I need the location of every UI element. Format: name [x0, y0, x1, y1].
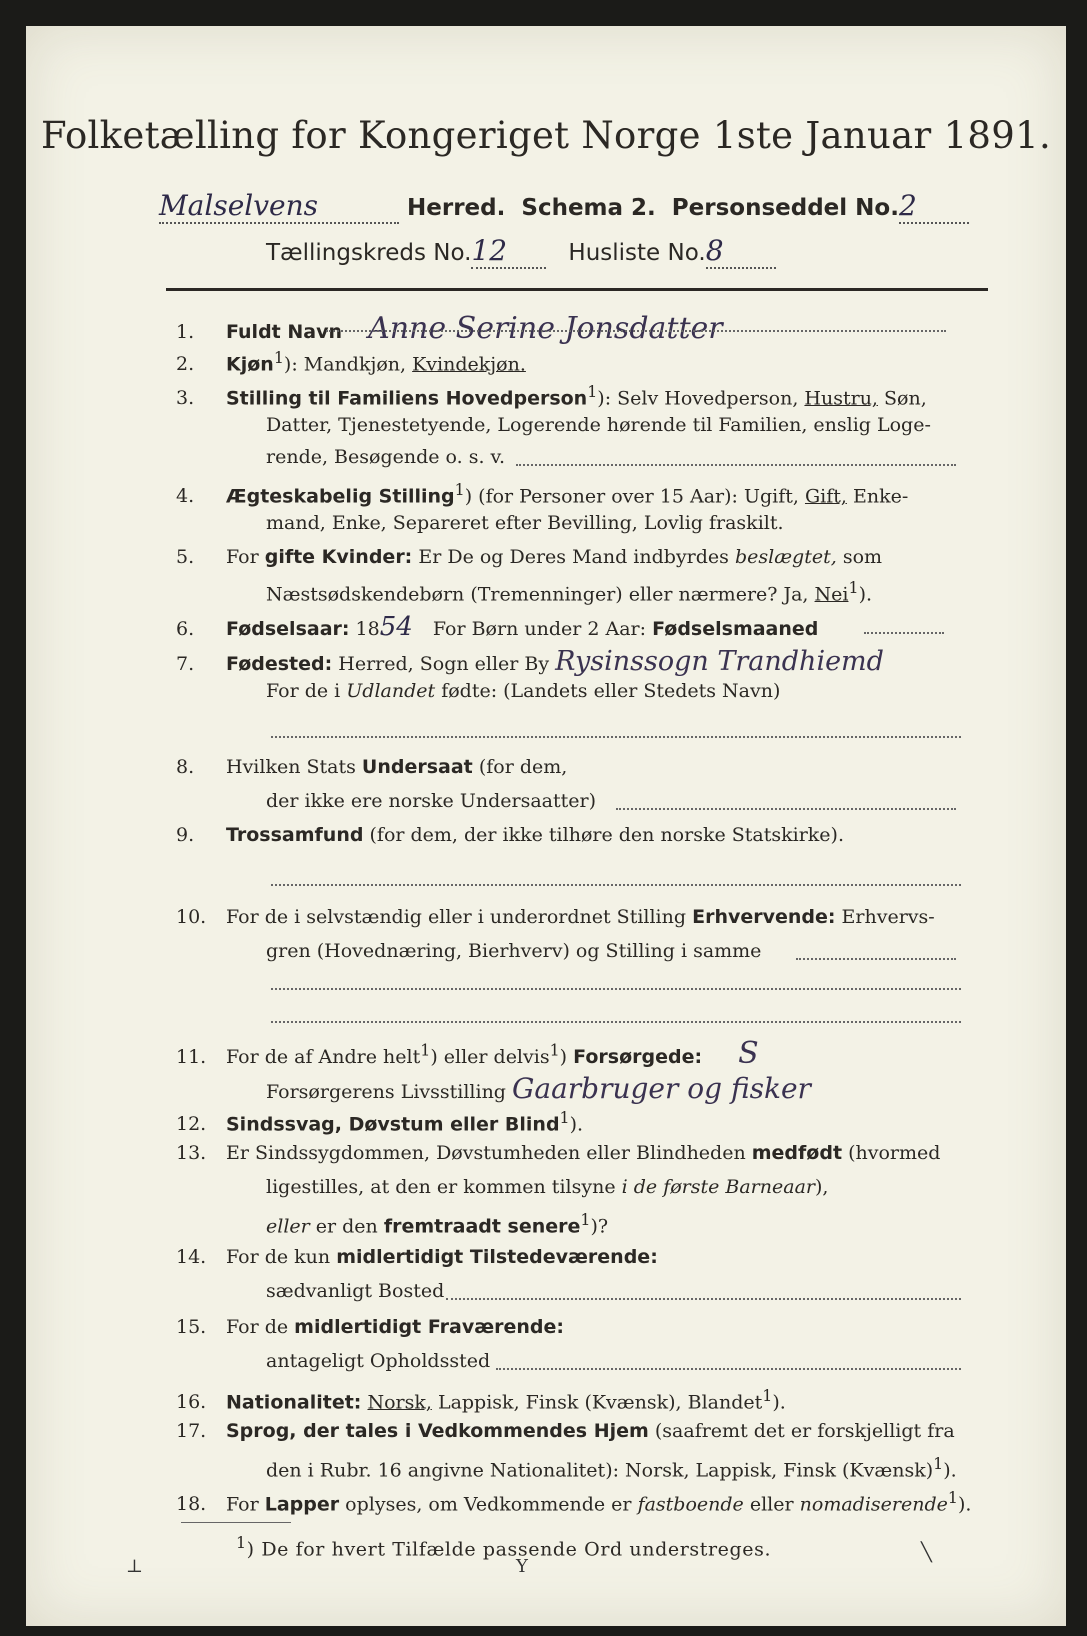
item-number: 14.	[176, 1246, 207, 1268]
underlined-option: Nei	[814, 583, 849, 606]
item-10-dots-b	[271, 988, 961, 990]
item-14	[176, 1246, 658, 1268]
footnote-ref: 1	[559, 1108, 570, 1127]
husliste-label: Husliste No.	[568, 240, 706, 266]
item-text: nomadiserende	[799, 1493, 948, 1516]
item-8	[176, 756, 567, 778]
item-text: )	[559, 1046, 568, 1068]
form-title: Folketælling for Kongeriget Norge 1ste Januar 1891.	[41, 114, 1051, 157]
item-15-dots	[496, 1368, 961, 1370]
item-label: midlertidigt Tilstedeværende:	[336, 1246, 658, 1268]
personseddel-field	[899, 189, 969, 224]
item-number: 11.	[176, 1046, 207, 1068]
item-11-line-2	[266, 1072, 811, 1105]
underlined-option: Gift,	[804, 485, 847, 508]
item-text: ) (for Personer over 15 Aar): Ugift,	[464, 485, 799, 508]
schema-label: Schema 2.	[521, 195, 656, 221]
item-number: 6.	[176, 618, 195, 640]
footnote-ref: 1	[848, 578, 859, 597]
item-text: For	[226, 1493, 259, 1516]
footnote-ref: 1	[549, 1040, 560, 1060]
item-label: Erhvervende:	[692, 906, 836, 928]
name-handwriting: Anne Serine Jonsdatter	[368, 311, 723, 346]
item-text: ligestilles, at den er kommen tilsyne	[266, 1176, 616, 1198]
herred-row	[159, 189, 969, 224]
item-label: Kjøn	[226, 353, 274, 376]
item-number: 2.	[176, 353, 195, 376]
item-number: 8.	[176, 756, 195, 778]
footnote-ref: 1	[420, 1040, 431, 1060]
personseddel-handwriting: 2	[898, 189, 917, 222]
footnote-ref: 1	[587, 382, 598, 401]
item-text: Er De og Deres Mand indbyrdes	[418, 546, 729, 568]
item-label: Nationalitet:	[226, 1391, 362, 1414]
footnote-text: ) De for hvert Tilfælde passende Ord understreges.	[246, 1538, 772, 1561]
item-text: beslægtet,	[734, 546, 837, 568]
item-number: 5.	[176, 546, 195, 568]
item-text: Enke-	[852, 485, 909, 508]
herred-label: Herred.	[407, 195, 506, 221]
item-text: Herred, Sogn eller By	[338, 653, 550, 675]
item-number: 17.	[176, 1420, 207, 1442]
item-3-line-3: rende, Besøgende o. s. v.	[266, 446, 506, 468]
item-7	[176, 646, 884, 677]
item-5-line-2	[266, 578, 872, 605]
kreds-handwriting: 12	[471, 234, 508, 267]
footnote-ref: 1	[933, 1454, 944, 1473]
item-text: Næstsødskendebørn (Tremenninger) eller nærmere? Ja,	[266, 583, 809, 606]
husliste-field	[706, 234, 776, 269]
item-number: 4.	[176, 485, 195, 508]
item-number: 12.	[176, 1113, 207, 1136]
footnote	[236, 1533, 771, 1560]
item-3-line-2: Datter, Tjenestetyende, Logerende hørende til Familien, enslig Loge-	[266, 414, 931, 436]
husliste-handwriting: 8	[705, 234, 724, 267]
birthplace-handwriting: Rysinssogn Trandhiemd	[555, 646, 884, 677]
item-text: Forsørgerens Livsstilling	[266, 1081, 506, 1103]
item-text: Udlandet	[346, 680, 436, 702]
kreds-row	[266, 234, 776, 269]
census-form	[26, 26, 1066, 1626]
item-16	[176, 1386, 786, 1413]
item-text: ).	[943, 1459, 957, 1482]
item-12	[176, 1108, 583, 1135]
footnote-ref: 1	[762, 1386, 773, 1405]
item-14-line-2: sædvanligt Bosted	[266, 1280, 445, 1302]
item-text: ).	[858, 583, 873, 606]
item-text: Er Sindssygdommen, Døvstumheden eller Blindheden	[226, 1142, 746, 1164]
item-text: 18	[355, 618, 380, 640]
item-2	[176, 348, 526, 375]
item-label: Trossamfund	[226, 824, 364, 846]
item-text: )?	[590, 1215, 609, 1238]
item-label: Ægteskabelig Stilling	[226, 485, 455, 508]
item-9	[176, 824, 844, 846]
provider-mark-handwriting: S	[738, 1036, 759, 1071]
item-label: Fuldt Navn	[226, 321, 343, 343]
kreds-field	[471, 234, 546, 269]
item-3-dots	[516, 464, 956, 466]
item-6-dots	[864, 632, 944, 634]
item-text: Erhvervs-	[841, 906, 935, 928]
item-text: For Børn under 2 Aar:	[432, 618, 647, 640]
item-text: ).	[957, 1493, 972, 1516]
item-18	[176, 1488, 971, 1515]
item-text: Lappisk, Finsk (Kvænsk), Blandet	[437, 1391, 763, 1414]
item-label: Lapper	[264, 1493, 340, 1516]
item-number: 13.	[176, 1142, 207, 1164]
provider-occupation-handwriting: Gaarbruger og fisker	[512, 1072, 811, 1105]
item-text: Hvilken Stats	[226, 756, 356, 778]
item-label: gifte Kvinder:	[264, 546, 413, 568]
center-mark: Y	[516, 1556, 528, 1577]
item-label: Fødselsaar:	[226, 618, 350, 640]
item-text: ),	[815, 1176, 829, 1198]
item-13	[176, 1142, 940, 1164]
footnote-rule	[181, 1522, 291, 1523]
item-4-line-2: mand, Enke, Separeret efter Bevilling, Lovlig fraskilt.	[266, 512, 784, 534]
footnote-ref: 1	[454, 480, 465, 499]
item-text: ) eller delvis	[430, 1046, 550, 1068]
item-label: Fødested:	[226, 653, 333, 675]
item-4	[176, 480, 908, 507]
item-5	[176, 546, 882, 568]
item-text: (for dem, der ikke tilhøre den norske Statskirke).	[369, 824, 844, 846]
item-10-line-2: gren (Hovednæring, Bierhverv) og Stilling i samme	[266, 940, 762, 962]
item-text: den i Rubr. 16 angivne Nationalitet): Norsk, Lappisk, Finsk (Kvænsk)	[266, 1459, 934, 1482]
item-11	[176, 1036, 759, 1071]
footnote-ref: 1	[947, 1488, 958, 1507]
item-13-line-3	[266, 1210, 608, 1237]
underlined-option: Norsk,	[367, 1391, 432, 1414]
footnote-marker: 1	[236, 1533, 247, 1552]
item-text: ): Selv Hovedperson,	[597, 387, 799, 410]
item-text: Søn,	[884, 387, 927, 410]
corner-mark-right: ╲	[921, 1542, 932, 1563]
kreds-label: Tællingskreds No.	[266, 240, 472, 266]
item-label: Undersaat	[361, 756, 473, 778]
item-text: For de i selvstændig eller i underordnet Stilling	[226, 906, 687, 928]
item-text: fødte: (Landets eller Stedets Navn)	[441, 680, 781, 702]
header-rule	[166, 288, 988, 291]
item-text: oplyses, om Vedkommende er	[345, 1493, 632, 1516]
item-13-line-2	[266, 1176, 828, 1198]
item-number: 10.	[176, 906, 207, 928]
item-10-dots-a	[796, 958, 956, 960]
item-label: midlertidigt Fraværende:	[294, 1316, 564, 1338]
corner-mark-left: ⊥	[126, 1556, 143, 1577]
item-7-line-2	[266, 680, 780, 702]
item-text: ).	[569, 1113, 584, 1136]
underlined-option: Hustru,	[804, 387, 878, 410]
item-text: (hvormed	[848, 1142, 941, 1164]
item-text: For de	[226, 1316, 289, 1338]
item-label: Fødselsmaaned	[652, 618, 819, 640]
personseddel-label: Personseddel No.	[671, 195, 899, 221]
item-6	[176, 612, 818, 642]
item-label: fremtraadt senere	[383, 1215, 581, 1238]
item-number: 18.	[176, 1493, 207, 1516]
footnote-ref: 1	[580, 1210, 591, 1229]
item-8-dots	[616, 808, 956, 810]
item-number: 9.	[176, 824, 195, 846]
item-17-line-2	[266, 1454, 957, 1481]
item-text: For	[226, 546, 259, 568]
item-number: 16.	[176, 1391, 207, 1414]
item-text: (for dem,	[478, 756, 568, 778]
item-text: ): Mandkjøn,	[283, 353, 407, 376]
item-label: Stilling til Familiens Hovedperson	[226, 387, 588, 410]
herred-handwriting: Malselvens	[159, 189, 319, 222]
item-text: fastboende	[637, 1493, 744, 1516]
item-text: For de i	[266, 680, 341, 702]
underlined-option: Kvindekjøn.	[412, 353, 526, 376]
item-number: 1.	[176, 321, 195, 343]
item-text: eller	[266, 1215, 310, 1238]
item-text: i de første Barneaar	[621, 1176, 815, 1198]
item-text: For de kun	[226, 1246, 331, 1268]
item-3	[176, 382, 927, 409]
item-text: For de af Andre helt	[226, 1046, 421, 1068]
item-1-dots	[326, 330, 946, 332]
herred-field	[159, 189, 399, 224]
birth-year-handwriting: 54	[379, 612, 413, 642]
item-15-line-2: antageligt Opholdssted	[266, 1350, 491, 1372]
item-15	[176, 1316, 564, 1338]
item-10	[176, 906, 935, 928]
item-1	[176, 311, 723, 346]
item-text: (saafremt det er forskjelligt fra	[654, 1420, 955, 1442]
item-9-dots	[271, 884, 961, 886]
item-14-dots	[446, 1298, 961, 1300]
item-text: eller	[749, 1493, 794, 1516]
item-label: Forsørgede:	[573, 1046, 703, 1068]
item-number: 7.	[176, 653, 195, 675]
item-17	[176, 1420, 955, 1442]
item-text: er den	[315, 1215, 378, 1238]
item-number: 3.	[176, 387, 195, 410]
item-8-line-2: der ikke ere norske Undersaatter)	[266, 790, 596, 812]
item-10-dots-c	[271, 1021, 961, 1023]
item-label: Sindssvag, Døvstum eller Blind	[226, 1113, 560, 1136]
item-text: som	[842, 546, 883, 568]
footnote-ref: 1	[273, 348, 284, 367]
item-label: medfødt	[751, 1142, 843, 1164]
item-7-dots	[271, 736, 961, 738]
item-text: ).	[772, 1391, 786, 1414]
item-number: 15.	[176, 1316, 207, 1338]
item-label: Sprog, der tales i Vedkommendes Hjem	[226, 1420, 649, 1442]
